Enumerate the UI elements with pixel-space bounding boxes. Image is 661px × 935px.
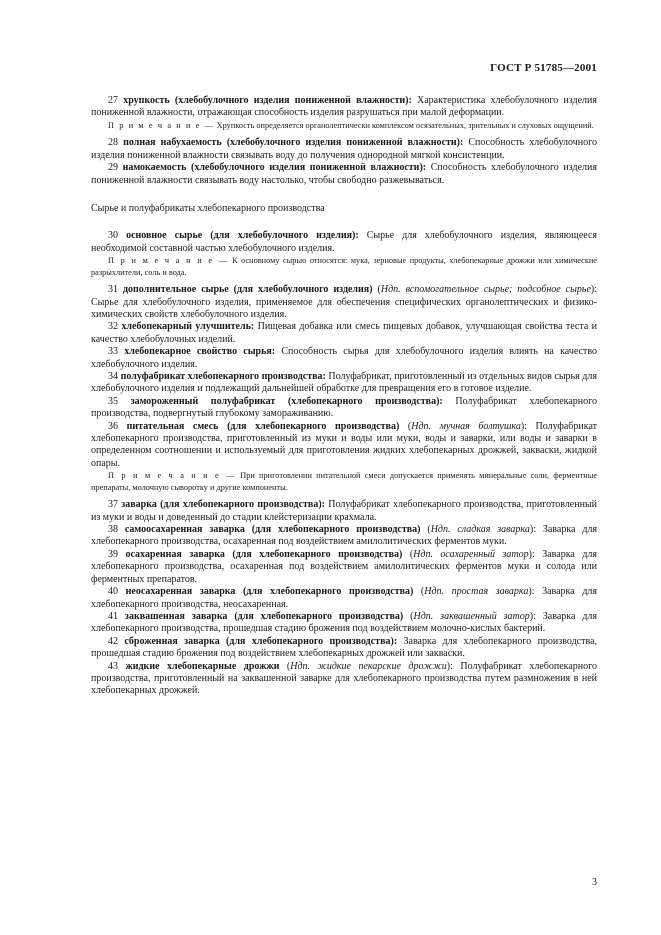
note-label: П р и м е ч а н и е — xyxy=(108,471,237,481)
term: замороженный полуфабрикат (хлебопекарного производства): xyxy=(130,395,443,407)
term: полная набухаемость (хлебобулочного изделия пониженной влажности): xyxy=(123,137,464,149)
term: основное сырье (для хлебобулочного изделия): xyxy=(126,230,359,242)
entry-37: 37 заварка (для хлебопекарного производства): Полуфабрикат хлебопекарного производства, приготовленный из муки и воды и доведенный до стадии клейстеризации крахмала. xyxy=(91,499,598,523)
definition: : Заварка для хлебопекарного производства, неосахаренная. xyxy=(91,586,597,610)
entry-35: 35 замороженный полуфабрикат (хлебопекарного производства): Полуфабрикат хлебопекарного производства, подвергнутый глубокому замораживанию. xyxy=(91,395,597,420)
deprecated-term: простая заварка xyxy=(444,586,529,598)
note-label: П р и м е ч а н и е — xyxy=(108,120,215,130)
definition: Способность сырья для хлебобулочного изделия влиять на качество хлебобулочного изделия. xyxy=(91,346,597,370)
deprecated-term: мучная болтушка xyxy=(431,420,521,432)
term: хлебопекарный улучшитель: xyxy=(121,321,255,333)
term: жидкие хлебопекарные дрожжи xyxy=(125,660,280,672)
term: осахаренная заварка (для хлебопекарного производства) xyxy=(125,548,403,560)
entry-31: 31 дополнительное сырье (для хлебобулочного изделия) (Ндп. вспомогательное сырье; подсобное сырье): Сырье для хлебобулочного изделия, применяемое для обеспечения специфических органолептических и физико-химических свойств хлебобулочного изделия. xyxy=(91,284,598,320)
term: сброженная заварка (для хлебопекарного производства): xyxy=(124,635,398,647)
term: полуфабрикат хлебопекарного производства: xyxy=(120,371,326,382)
entry-42: 42 сброженная заварка (для хлебопекарного производства): Заварка для хлебопекарного производства, прошедшая стадию брожения под воздействием хлебопекарных дрожжей или закваски. xyxy=(91,635,598,660)
document-body xyxy=(91,95,597,698)
definition: Пищевая добавка или смесь пищевых добавок, улучшающая свойства теста и качество хлебобулочных изделий. xyxy=(91,321,598,345)
deprecated-term: вспомогательное сырье; подсобное сырье xyxy=(400,284,591,296)
definition: : Заварка для хлебопекарного производства, осахаренная под воздействием амилолитических ферментов муки и солода или ферментных препаратов. xyxy=(91,548,598,585)
entry-43: 43 жидкие хлебопекарные дрожжи (Ндп. жидкие пекарские дрожжи): Полуфабрикат хлебопекарного производства, приготовленный на заквашенной заварке для хлебопекарного производства путем размножения в ней хлебопекарных дрожжей. xyxy=(91,660,597,697)
note-label: П р и м е ч а н и е — xyxy=(108,256,229,266)
note-30: П р и м е ч а н и е — К основному сырью относятся: мука, зерновые продукты, хлебопекарные дрожжи или химические разрыхлители, соль и вода. xyxy=(91,256,597,277)
page-header: ГОСТ Р 51785—2001 xyxy=(490,62,597,74)
term: хрупкость (хлебобулочного изделия пониженной влажности): xyxy=(123,95,412,106)
term: неосахаренная заварка (для хлебопекарного производства) xyxy=(125,586,414,598)
definition: Способность хлебобулочного изделия пониженной влажности связывать воду до получения однородной мягкой консистенции. xyxy=(91,137,597,161)
page-number: 3 xyxy=(592,877,597,888)
entry-28: 28 полная набухаемость (хлебобулочного изделия пониженной влажности): Способность хлебобулочного изделия пониженной влажности связывать воду до получения однородной мягкой консистенции. xyxy=(91,137,597,161)
deprecated-term: осахаренный затор xyxy=(432,548,529,560)
term: хлебопекарное свойство сырья: xyxy=(124,346,276,358)
entry-41: 41 заквашенная заварка (для хлебопекарного производства) (Ндп. заквашенный затор): Заварка для хлебопекарного производства, прошедшая стадию брожения под воздействием молочно-кислых бактерий. xyxy=(91,610,598,635)
term: питательная смесь (для хлебопекарного производства) xyxy=(126,420,400,432)
entry-36: 36 питательная смесь (для хлебопекарного производства) (Ндп. мучная болтушка): Полуфабрикат хлебопекарного производства, приготовленный из муки и воды или муки, воды и заварки, или воды и заварки в определенном соотношении и используемый для приготовления жидких хлебопекарных дрожжей, закваски, жидкой опары. xyxy=(91,420,597,469)
deprecated-term: заквашенный затор xyxy=(433,610,530,622)
definition: : Заварка для хлебопекарного производства, прошедшая стадию брожения под воздействием молочно-кислых бактерий. xyxy=(91,610,598,635)
section-title: Сырье и полуфабрикаты хлебопекарного производства xyxy=(91,202,325,214)
definition: Характеристика хлебобулочного изделия пониженной влажности, отражающая способность изделия разрушаться при малой деформации. xyxy=(91,95,597,119)
definition: : Сырье для хлебобулочного изделия, применяемое для обеспечения специфических органолептических и физико-химических свойств хлебобулочного изделия. xyxy=(91,284,598,320)
entry-30: 30 основное сырье (для хлебобулочного изделия): Сырье для хлебобулочного изделия, являющееся необходимой составной частью хлебобулочного изделия. xyxy=(91,230,597,254)
definition: : Полуфабрикат хлебопекарного производства, приготовленный из муки и воды или муки, воды и заварки, или воды и заварки в определенном соотношении и используемый для приготовления жидких хлебопекарных дрожжей, закваски, жидкой опары. xyxy=(91,420,597,469)
entry-27: 27 хрупкость (хлебобулочного изделия пониженной влажности): Характеристика хлебобулочного изделия пониженной влажности, отражающая способность изделия разрушаться при малой деформации. xyxy=(91,95,597,119)
deprecated-term: жидкие пекарские дрожжи xyxy=(310,660,447,672)
term: самоосахаренная заварка (для хлебопекарного производства) xyxy=(124,524,421,536)
note-36: П р и м е ч а н и е — При приготовлении питательной смеси допускается применять минеральные соли, ферментные препараты, молочную сыворотку и другие компоненты. xyxy=(91,471,598,492)
deprecated-term: сладкая заварка xyxy=(450,524,530,536)
entry-34: 34 полуфабрикат хлебопекарного производства: Полуфабрикат, приготовленный из отдельных видов сырья для хлебобулочного изделия и подлежащий дальнейшей обработке для превращения его в готовое изделие. xyxy=(91,371,597,395)
term: намокаемость (хлебобулочного изделия пониженной влажности): xyxy=(122,162,427,174)
definition: : Заварка для хлебопекарного производства, осахаренная под воздействием амилолитических ферментов муки. xyxy=(91,524,597,548)
definition: Полуфабрикат хлебопекарного производства, подвергнутый глубокому замораживанию. xyxy=(91,395,597,420)
definition: Сырье для хлебобулочного изделия, являющееся необходимой составной частью хлебобулочного изделия. xyxy=(91,230,597,254)
term: дополнительное сырье (для хлебобулочного изделия) xyxy=(122,284,373,296)
term: заквашенная заварка (для хлебопекарного производства) xyxy=(124,610,404,622)
entry-33: 33 хлебопекарное свойство сырья: Способность сырья для хлебобулочного изделия влиять на качество хлебобулочного изделия. xyxy=(91,346,597,370)
definition: : Полуфабрикат хлебопекарного производства, приготовленный на заквашенной заварке для хлебопекарного производства путем размножения в ней хлебопекарных дрожжей. xyxy=(91,660,597,697)
entry-39: 39 осахаренная заварка (для хлебопекарного производства) (Ндп. осахаренный затор): Заварка для хлебопекарного производства, осахаренная под воздействием амилолитических ферментов муки и солода или ферментных препаратов. xyxy=(91,548,598,585)
note-27: П р и м е ч а н и е — Хрупкость определяется органолептически комплексом осязательных, зрительных и слуховых ощущений. xyxy=(108,120,594,130)
entry-38: 38 самоосахаренная заварка (для хлебопекарного производства) (Ндп. сладкая заварка): Заварка для хлебопекарного производства, осахаренная под воздействием амилолитических ферментов муки. xyxy=(91,524,597,548)
definition: Способность хлебобулочного изделия пониженной влажности связывать воду настолько, чтобы свободно разжевываться. xyxy=(91,162,597,186)
definition: Полуфабрикат хлебопекарного производства, приготовленный из муки и воды и доведенный до стадии клейстеризации крахмала. xyxy=(91,499,598,523)
definition: Полуфабрикат, приготовленный из отдельных видов сырья для хлебобулочного изделия и подлежащий дальнейшей обработке для превращения его в готовое изделие. xyxy=(91,371,597,395)
term: заварка (для хлебопекарного производства): xyxy=(121,499,325,511)
entry-40: 40 неосахаренная заварка (для хлебопекарного производства) (Ндп. простая заварка): Заварка для хлебопекарного производства, неосахаренная. xyxy=(91,586,597,610)
entry-29: 29 намокаемость (хлебобулочного изделия пониженной влажности): Способность хлебобулочного изделия пониженной влажности связывать воду настолько, чтобы свободно разжевываться. xyxy=(91,162,597,186)
entry-32: 32 хлебопекарный улучшитель: Пищевая добавка или смесь пищевых добавок, улучшающая свойства теста и качество хлебобулочных изделий. xyxy=(91,321,598,345)
definition: Заварка для хлебопекарного производства, прошедшая стадию брожения под воздействием хлебопекарных дрожжей или закваски. xyxy=(91,635,598,660)
